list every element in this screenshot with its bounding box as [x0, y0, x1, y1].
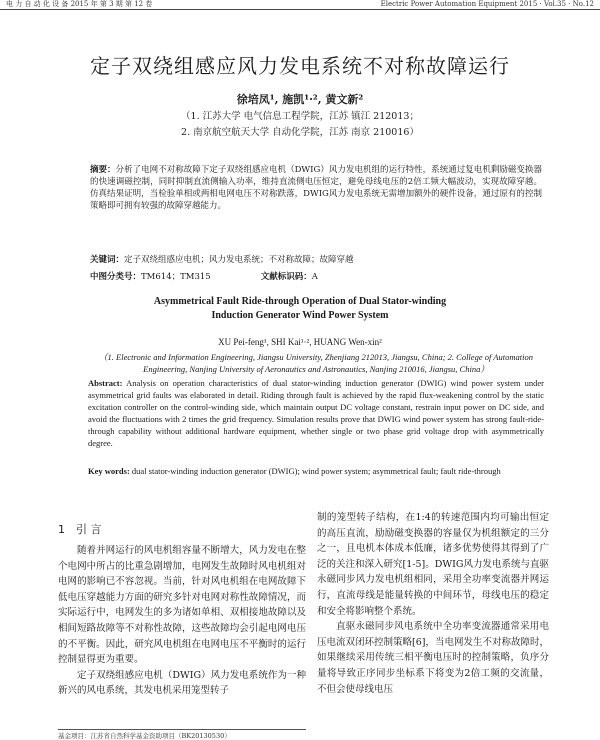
body-right-column — [317, 510, 549, 697]
abstract-en-label: Abstract: — [88, 378, 123, 388]
abstract-cn — [90, 164, 542, 212]
left-paragraph-1: 随着并网运行的风电机组容量不断增大，风力发电在整个电网中所占的比重急剧增加，电网发生故障时风电机组对电网的影响已不容忽视。当前，针对风电机组在电网故障下低电压穿越能力方面的研究多针对电网对称性故障情况，而实际运行中，电网发生的多为诸如单相、双相接地故障以及相间短路故障等不对称性故障，这些故障均会引起电网电压的不平衡。因此，研究风电机组在电网电压不平衡时的运行控制显得更为重要。 — [58, 545, 306, 666]
affiliation-2: 2. 南京航空航天大学 自动化学院，江苏 南京 210016） — [181, 127, 419, 138]
doc-code-label: 文献标识码： — [260, 272, 312, 282]
running-header-left: 电 力 自 动 化 设 备 2015 年 第 3 期 第 12 卷 — [6, 0, 153, 8]
abstract-cn-text: 分析了电网不对称故障下定子双绕组感应电机（DWIG）风力发电机组的运行特性，系统通过复电机剩励磁变换器的快速调磁控制，同时抑制直流侧输入功率，维持直流侧电压恒定，避免母线电压的2倍工频大幅波动，实现故障穿越。仿真结果证明，当检验单相或两相电网电压不对称跌落，DWIG风力发电系统无需增加额外的硬件设备，通过原有的控制策略即可拥有较强的故障穿越能力。 — [90, 165, 542, 211]
footnote: 基金项目：江苏省自然科学基金资助项目（BK20130530） — [58, 729, 306, 740]
author-list-en: XU Pei-feng¹, SHI Kai¹·², HUANG Wen-xin² — [218, 337, 382, 347]
right-paragraph-2: 直驱永磁同步风电系统中全功率变流器通常采用电压电流双闭环控制策略[6]，当电网发生不对称故障时，如果继续采用传统三相平衡电压时的控制策略，负序分量将导致正序同步坐标系下将变为2倍工频的交流量，不但会使母线电压 — [317, 621, 549, 695]
keywords-cn-label: 关键词： — [90, 255, 125, 265]
paper-title: 定子双绕组感应风力发电系统不对称故障运行 — [90, 54, 510, 78]
right-paragraph-1: 制的笼型转子结构，在1:4的转速范围内均可输出恒定的高压直流，励励磁变换器的容量仅为机组额定的三分之一，且电机本体成本低廉，诸多优势使得其得到了广泛的关注和深入研究[1-5]。DWIG风力发电系统与直驱永磁同步风力发电机组相同，采用全功率变流器并网运行，直流母线是能量转换的中间环节，母线电压的稳定和安全将影响整个系统。 — [317, 512, 549, 617]
title-en-line-2: Induction Generator Wind Power System — [211, 310, 389, 321]
keywords-cn-text: 定子双绕组感应电机；风力发电系统；不对称故障；故障穿越 — [124, 255, 354, 265]
affiliation-1: （1. 江苏大学 电气信息工程学院，江苏 镇江 212013； — [181, 111, 419, 122]
title-en-line-1: Asymmetrical Fault Ride-through Operation of Dual Stator-winding — [153, 296, 447, 307]
left-paragraph-2: 定子双绕组感应电机（DWIG）风力发电系统作为一种新兴的风电系统，其发电机采用笼型转子 — [58, 669, 306, 697]
body-left-column — [58, 543, 306, 699]
clc-value: TM614；TM315 — [141, 272, 211, 282]
running-header — [0, 0, 600, 10]
clc-label: 中图分类号： — [90, 272, 142, 282]
author-list: 徐培凤¹, 施凯¹·², 黄文新² — [236, 93, 364, 106]
keywords-en — [88, 465, 544, 477]
keywords-cn — [90, 254, 542, 266]
keywords-en-label: Key words: — [88, 466, 130, 476]
classification-line — [90, 270, 542, 282]
doc-code-value: A — [311, 272, 318, 282]
running-header-right: Electric Power Automation Equipment 2015 · Vol.35 · No.12 — [380, 0, 594, 8]
affiliations-en: （1. Electronic and Information Engineering, Jiangsu University, Zhenjiang 212013, Jiangsu, China; 2. College of Automation Engineering, Nanjing University of Aeronautics and Astronautics, Nanjing 210016, Jiangsu, China） — [99, 352, 533, 374]
keywords-en-text: dual stator-winding induction generator (DWIG); wind power system; asymmetrical fault; fault ride-through — [131, 466, 501, 476]
section-heading: 1 引 言 — [58, 523, 102, 536]
abstract-en — [88, 377, 544, 449]
paper-title-en — [0, 295, 600, 323]
abstract-cn-label: 摘要： — [90, 165, 116, 175]
abstract-en-text: Analysis on operation characteristics of dual stator-winding induction generator (DWIG) wind power system under asymmetrical grid faults was elaborated in detail. Riding through fault is achieved by the rapid flux-weakening control by the static excitation controller on the control-winding side, which maintain output DC voltage constant, restrain input power on DC side, and avoid the fluctuations with 2 times the grid frequency. Simulation results prove that DWIG wind power system has strong fault-ride-through capability without additional hardware equipment, whether single or two phase grid voltage drop with asymmetrically degree. — [88, 378, 544, 448]
